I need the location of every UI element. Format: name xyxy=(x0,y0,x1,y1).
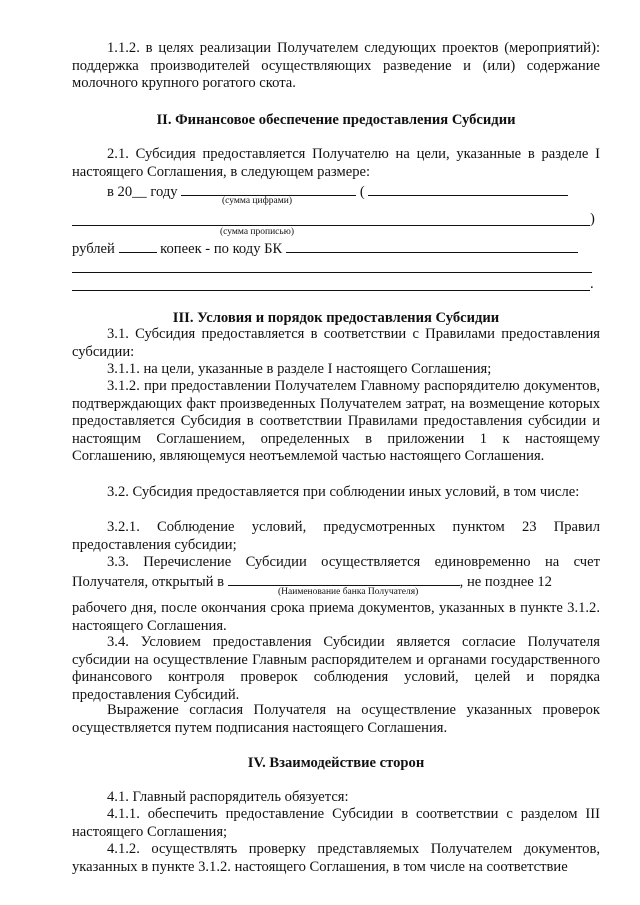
paragraph-3-1-1: 3.1.1. на цели, указанные в разделе I настоящего Соглашения; xyxy=(107,361,492,377)
bank-name-blank xyxy=(228,571,460,586)
open-paren: ( xyxy=(359,184,365,200)
amount-digits-line xyxy=(107,181,600,202)
paragraph-4-1-1: 4.1.1. обеспечить предоставление Субсидии в соответствии с разделом III настоящего Соглашения; xyxy=(72,806,600,840)
paragraph-4-1: 4.1. Главный распорядитель обязуется: xyxy=(107,789,349,805)
paragraph-3-2: 3.2. Субсидия предоставляется при соблюдении иных условий, в том числе: xyxy=(107,484,580,500)
paragraph-3-1-2: 3.1.2. при предоставлении Получателем Главному распорядителю документов, подтверждающих факт произведенных Получателем затрат, на возмещение которых предоставляется Субсидия в соответствии Правилами предоставления субсидии и настоящим Соглашением, определенных в приложении 1 к настоящему Соглашению, являющемуся неотъемлемой частью настоящего Соглашения. xyxy=(72,378,600,465)
budget-code-line-2 xyxy=(72,272,592,273)
paragraph-consent: Выражение согласия Получателя на осуществление указанных проверок осуществляется путем подписания настоящего Соглашения. xyxy=(72,702,600,736)
section-3-title: III. Условия и порядок предоставления Субсидии xyxy=(172,310,500,326)
paragraph-4-1-2: 4.1.2. осуществлять проверку представляемых Получателем документов, указанных в пункте 3.1.2. настоящего Соглашения, в том числе на соответствие xyxy=(72,841,600,875)
amount-digits-blank xyxy=(181,181,356,196)
section-4-title: IV. Взаимодействие сторон xyxy=(247,755,425,771)
deadline-label: , не позднее 12 xyxy=(459,574,552,590)
caption-bank-name: (Наименование банка Получателя) xyxy=(278,587,419,597)
caption-sum-words: (сумма прописью) xyxy=(220,227,294,237)
paragraph-1-1-2: 1.1.2. в целях реализации Получателем следующих проектов (мероприятий): поддержка производителей осуществляющих разведение и (или) содержание молочного крупного рогатого скота. xyxy=(72,40,600,92)
paragraph-3-3-rest: рабочего дня, после окончания срока приема документов, указанных в пункте 3.1.2. настоящего Соглашения. xyxy=(72,600,600,634)
budget-code-line-3 xyxy=(72,290,590,291)
rubles-label: рублей xyxy=(72,241,115,257)
paragraph-3-1: 3.1. Субсидия предоставляется в соответствии с Правилами предоставления субсидии: xyxy=(72,326,600,360)
paragraph-2-1: 2.1. Субсидия предоставляется Получателю на цели, указанные в разделе I настоящего Соглашения, в следующем размере: xyxy=(72,146,600,180)
paragraph-3-2-1: 3.2.1. Соблюдение условий, предусмотренных пунктом 23 Правил предоставления субсидии; xyxy=(72,519,600,553)
amount-digits-blank-2 xyxy=(368,181,568,196)
budget-code-blank xyxy=(286,238,578,253)
paragraph-3-3-line1: 3.3. Перечисление Субсидии осуществляется единовременно на счет xyxy=(107,554,600,570)
account-opened-in-label: Получателя, открытый в xyxy=(72,574,225,590)
rubles-blank xyxy=(119,238,157,253)
paragraph-3-4: 3.4. Условием предоставления Субсидии является согласие Получателя субсидии на осуществление Главным распорядителем и органами государственного финансового контроля проверок соблюдения условий, целей и порядка предоставления Субсидий. xyxy=(72,634,600,703)
close-paren: ) xyxy=(590,211,595,227)
rubles-kopecks-line xyxy=(72,238,600,259)
section-2-title: II. Финансовое обеспечение предоставления Субсидии xyxy=(156,112,516,128)
caption-sum-digits: (сумма цифрами) xyxy=(222,196,292,206)
end-period: . xyxy=(590,276,594,292)
year-label: в 20__ году xyxy=(107,184,178,200)
kopecks-label: копеек - по коду БК xyxy=(160,241,283,257)
amount-words-line xyxy=(72,225,590,226)
